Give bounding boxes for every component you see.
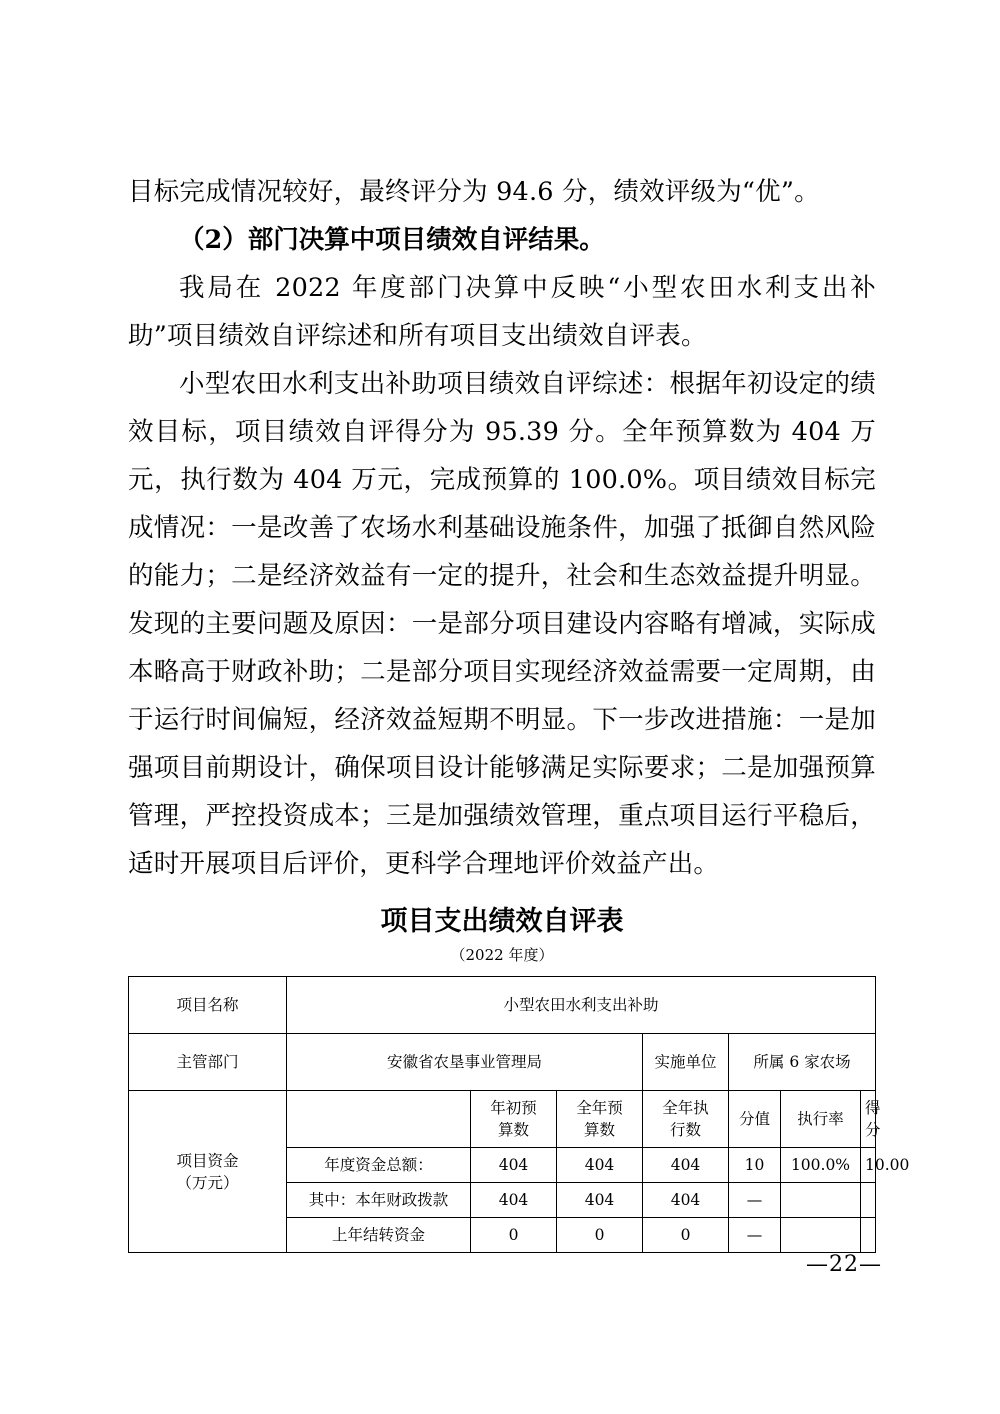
cell-year-exec: 404 <box>643 1148 729 1183</box>
header-score-value: 分值 <box>729 1091 781 1148</box>
cell-funds-label-line1: 项目资金 <box>176 1151 239 1170</box>
section-heading: （2）部门决算中项目绩效自评结果。 <box>179 225 605 255</box>
cell-row-name: 年度资金总额： <box>287 1148 471 1183</box>
header-begin-budget <box>471 1091 557 1148</box>
cell-exec-rate <box>781 1218 861 1253</box>
cell-year-exec: 404 <box>643 1183 729 1218</box>
cell-exec-rate: 100.0% <box>781 1148 861 1183</box>
cell-department-label: 主管部门 <box>129 1034 287 1091</box>
header-begin-budget-l1: 年初预 <box>490 1099 537 1117</box>
header-exec-rate: 执行率 <box>781 1091 861 1148</box>
cell-begin-budget: 0 <box>471 1218 557 1253</box>
paragraph-overview-intro: 我局在 2022 年度部门决算中反映“小型农田水利支出补助”项目绩效自评综述和所有项目支出绩效自评表。 <box>128 273 876 351</box>
header-score: 得分 <box>861 1091 876 1148</box>
cell-year-budget: 404 <box>557 1183 643 1218</box>
cell-year-exec: 0 <box>643 1218 729 1253</box>
cell-score: 10.00 <box>861 1148 876 1183</box>
cell-begin-budget: 404 <box>471 1148 557 1183</box>
paragraph-self-evaluation: 小型农田水利支出补助项目绩效自评综述：根据年初设定的绩效目标，项目绩效自评得分为 95.39 分。全年预算数为 404 万元，执行数为 404 万元，完成预算的 100.0%。项目绩效目标完成情况：一是改善了农场水利基础设施条件，加强了抵御自然风险的能力；二是经济效益有一定的提升，社会和生态效益提升明显。发现的主要问题及原因：一是部分项目建设内容略有增减，实际成本略高于财政补助；二是部分项目实现经济效益需要一定周期，由于运行时间偏短，经济效益短期不明显。下一步改进措施：一是加强项目前期设计，确保项目设计能够满足实际要求；二是加强预算管理，严控投资成本；三是加强绩效管理，重点项目运行平稳后，适时开展项目后评价，更科学合理地评价效益产出。 <box>128 369 876 879</box>
cell-funds-label-line2: （万元） <box>176 1173 239 1192</box>
cell-department-value: 安徽省农垦事业管理局 <box>287 1034 643 1091</box>
performance-self-evaluation-table <box>128 976 910 1253</box>
table-title: 项目支出绩效自评表 <box>380 906 624 937</box>
paragraph-continuation: 目标完成情况较好，最终评分为 94.6 分，绩效评级为“优”。 <box>128 177 820 207</box>
header-year-exec <box>643 1091 729 1148</box>
cell-unit-value: 所属 6 家农场 <box>729 1034 876 1091</box>
header-year-budget-l2: 算数 <box>583 1121 615 1139</box>
cell-year-budget: 0 <box>557 1218 643 1253</box>
page-number: —22— <box>806 1252 882 1277</box>
cell-blank-corner <box>287 1091 471 1148</box>
cell-score-value: — <box>729 1218 781 1253</box>
cell-score-value: — <box>729 1183 781 1218</box>
header-year-budget-l1: 全年预 <box>576 1099 623 1117</box>
cell-unit-label <box>643 1034 729 1091</box>
header-begin-budget-l2: 算数 <box>497 1121 529 1139</box>
table-row <box>129 977 876 1034</box>
cell-year-budget: 404 <box>557 1148 643 1183</box>
header-year-exec-l1: 全年执 <box>662 1099 709 1117</box>
cell-score <box>861 1218 876 1253</box>
cell-begin-budget: 404 <box>471 1183 557 1218</box>
cell-funds-label <box>129 1091 287 1253</box>
cell-score <box>861 1183 876 1218</box>
document-body <box>128 168 910 1253</box>
cell-row-name: 其中：本年财政拨款 <box>287 1183 471 1218</box>
cell-project-name-value: 小型农田水利支出补助 <box>287 977 876 1034</box>
cell-unit-label-text: 实施单位 <box>654 1053 717 1071</box>
header-year-budget <box>557 1091 643 1148</box>
cell-score-value: 10 <box>729 1148 781 1183</box>
cell-exec-rate <box>781 1183 861 1218</box>
table-row <box>129 1091 876 1148</box>
cell-row-name: 上年结转资金 <box>287 1218 471 1253</box>
cell-project-name-label: 项目名称 <box>129 977 287 1034</box>
header-year-exec-l2: 行数 <box>669 1121 701 1139</box>
table-row <box>129 1034 876 1091</box>
table-subtitle: （2022 年度） <box>450 946 554 964</box>
